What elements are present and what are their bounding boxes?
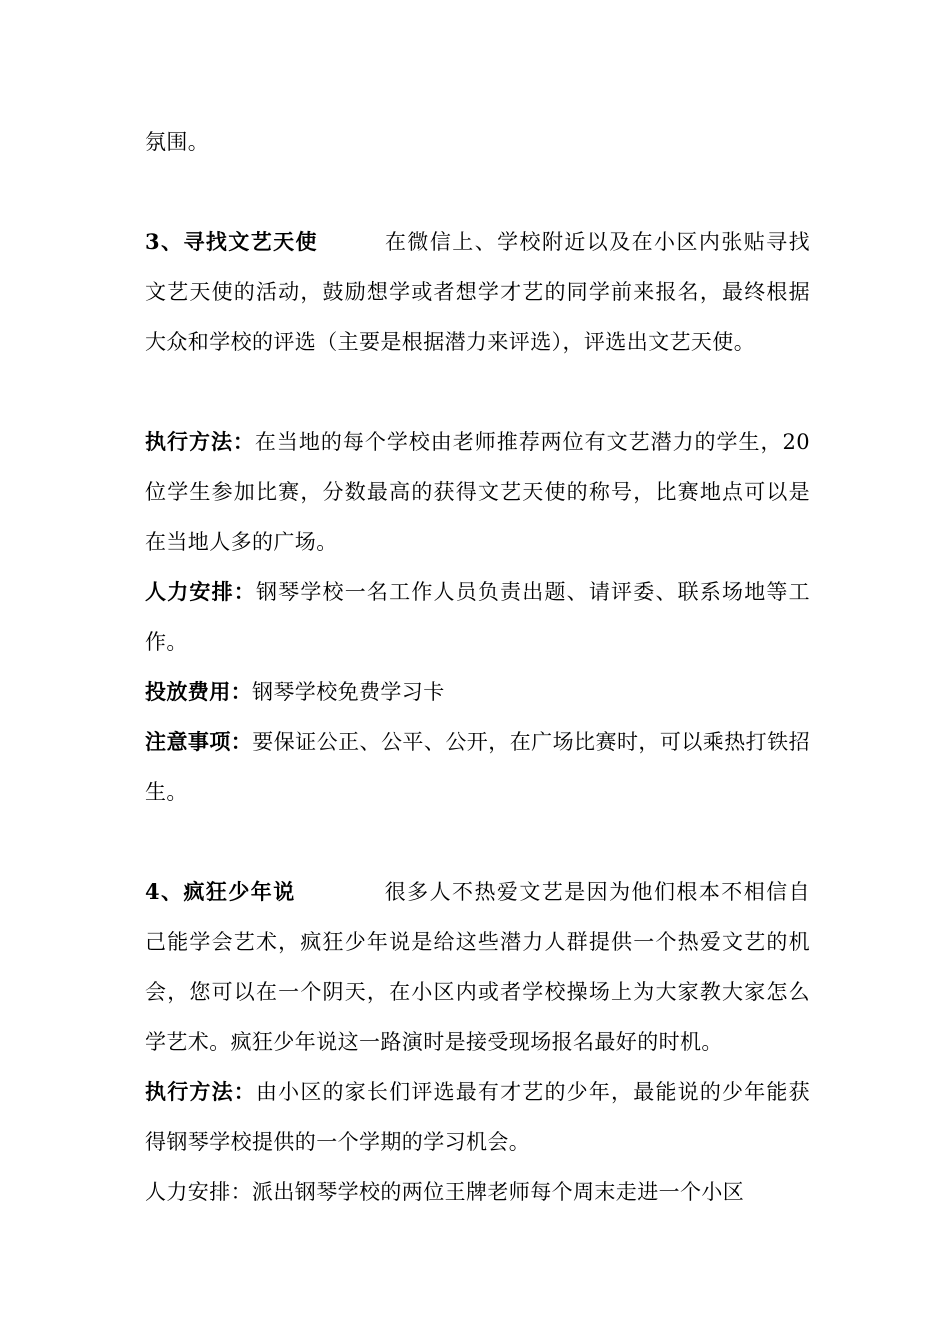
line-text: 在微信上、学校附近以及在小区内张贴寻找 (383, 230, 810, 254)
staffing-label: 人力安排： (145, 579, 256, 604)
line-text: 大众和学校的评选（主要是根据潜力来评选），评选出文艺天使。 (145, 330, 756, 354)
paragraph-line (145, 527, 810, 557)
notes-label: 注意事项： (145, 729, 253, 754)
line-text: 学艺术。疯狂少年说这一路演时是接受现场报名最好的时机。 (145, 1030, 723, 1054)
paragraph-line (145, 1027, 810, 1057)
line-text: 在当地人多的广场。 (145, 530, 338, 554)
line-text: 位学生参加比赛，分数最高的获得文艺天使的称号，比赛地点可以是 (145, 480, 810, 504)
line-text: 会，您可以在一个阴天，在小区内或者学校操场上为大家教大家怎么 (145, 980, 810, 1004)
line-text: 作。 (145, 630, 188, 654)
cost-label: 投放费用： (145, 679, 252, 704)
line-text: 要保证公正、公平、公开，在广场比赛时，可以乘热打铁招 (252, 730, 810, 754)
execution-method-line (145, 427, 810, 457)
paragraph-line (145, 127, 810, 157)
line-text: 己能学会艺术，疯狂少年说是给这些潜力人群提供一个热爱文艺的机 (145, 930, 810, 954)
execution-method-2-line (145, 1077, 810, 1107)
line-text: 氛围。 (145, 130, 210, 154)
line-text: 文艺天使的活动，鼓励想学或者想学才艺的同学前来报名，最终根据 (145, 280, 810, 304)
line-text: 钢琴学校免费学习卡 (252, 680, 445, 704)
execution-method-2-label: 执行方法： (145, 1079, 256, 1104)
staffing-2-line (145, 1177, 810, 1207)
paragraph-line (145, 927, 810, 957)
paragraph-line (145, 777, 810, 807)
paragraph-line (145, 477, 810, 507)
line-text: 很多人不热爱文艺是因为他们根本不相信自 (383, 880, 810, 904)
execution-method-label: 执行方法： (145, 429, 255, 454)
paragraph-line (145, 627, 810, 657)
line-text: 得钢琴学校提供的一个学期的学习机会。 (145, 1130, 531, 1154)
paragraph-line (145, 977, 810, 1007)
notes-line (145, 727, 810, 757)
cost-line (145, 677, 810, 707)
section-3-first-line (145, 227, 810, 257)
line-text: 钢琴学校一名工作人员负责出题、请评委、联系场地等工 (255, 580, 811, 604)
paragraph-line (145, 327, 810, 357)
paragraph-line (145, 277, 810, 307)
paragraph-line (145, 1127, 810, 1157)
staffing-line (145, 577, 810, 607)
line-text: 由小区的家长们评选最有才艺的少年，最能说的少年能获 (255, 1080, 811, 1104)
line-text: 人力安排：派出钢琴学校的两位王牌老师每个周末走进一个小区 (145, 1180, 745, 1204)
line-text: 在当地的每个学校由老师推荐两位有文艺潜力的学生，20 (254, 430, 811, 454)
section-4-heading: 4、疯狂少年说 (145, 879, 296, 904)
section-3-heading: 3、寻找文艺天使 (145, 229, 318, 254)
line-text: 生。 (145, 780, 188, 804)
section-4-first-line (145, 877, 810, 907)
